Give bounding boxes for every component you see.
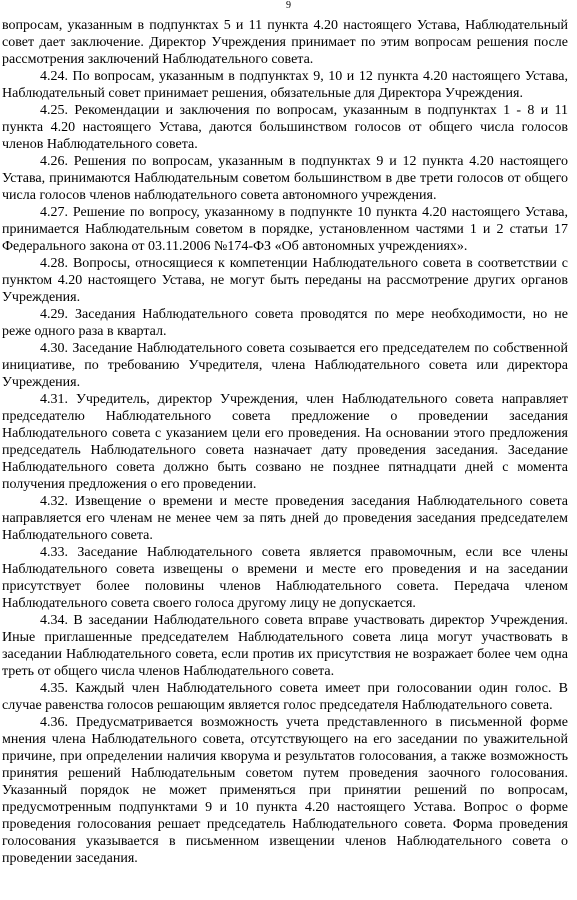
paragraph-4-33: 4.33. Заседание Наблюдательного совета является правомочным, если все члены Наблюдательного совета извещены о времени и месте его проведения и на заседании присутствует более половины членов Наблюдательного совета. Передача членом Наблюдательного совета своего голоса другому лицу не допускается. — [2, 545, 568, 611]
document-body — [2, 17, 568, 867]
paragraph-4-34: 4.34. В заседании Наблюдательного совета вправе участвовать директор Учреждения. Иные приглашенные председателем Наблюдательного совета лица могут участвовать в заседании Наблюдательного совета, если против их присутствия не возражает более чем одна треть от общего числа членов Наблюдательного совета. — [2, 613, 568, 679]
paragraph-4-36: 4.36. Предусматривается возможность учета представленного в письменной форме мнения члена Наблюдательного совета, отсутствующего на его заседании по уважительной причине, при определении наличия кворума и результатов голосования, а также возможность принятия решений Наблюдательным советом путем проведения заочного голосования. Указанный порядок не может применяться при принятии решений по вопросам, предусмотренным подпунктами 9 и 10 пункта 4.20 настоящего Устава. Вопрос о форме проведения голосования решает председатель Наблюдательного совета. Форма проведения голосования указывается в письменном извещении членов Наблюдательного совета о проведении заседания. — [2, 715, 568, 866]
paragraph-4-28: 4.28. Вопросы, относящиеся к компетенции Наблюдательного совета в соответствии с пунктом 4.20 настоящего Устава, не могут быть переданы на рассмотрение других органов Учреждения. — [2, 256, 568, 305]
paragraph-continuation: вопросам, указанным в подпунктах 5 и 11 пункта 4.20 настоящего Устава, Наблюдательный совет дает заключение. Директор Учреждения принимает по этим вопросам решения после рассмотрения заключений Наблюдательного совета. — [2, 18, 568, 67]
paragraph-4-24: 4.24. По вопросам, указанным в подпунктах 9, 10 и 12 пункта 4.20 настоящего Устава, Наблюдательный совет принимает решения, обязательные для Директора Учреждения. — [2, 69, 568, 101]
paragraph-4-29: 4.29. Заседания Наблюдательного совета проводятся по мере необходимости, но не реже одного раза в квартал. — [2, 307, 568, 339]
paragraph-4-32: 4.32. Извещение о времени и месте проведения заседания Наблюдательного совета направляется его членам не менее чем за пять дней до проведения заседания председателем Наблюдательного совета. — [2, 494, 568, 543]
paragraph-4-35: 4.35. Каждый член Наблюдательного совета имеет при голосовании один голос. В случае равенства голосов решающим является голос председателя Наблюдательного совета. — [2, 681, 568, 713]
paragraph-4-31: 4.31. Учредитель, директор Учреждения, член Наблюдательного совета направляет председателю Наблюдательного совета предложение о проведении заседания Наблюдательного совета с указанием цели его проведения. На основании этого предложения председатель Наблюдательного совета назначает дату проведения заседания. Заседание Наблюдательного совета должно быть созвано не позднее пятнадцати дней с момента получения предложения о его проведении. — [2, 392, 568, 492]
paragraph-4-26: 4.26. Решения по вопросам, указанным в подпунктах 9 и 12 пункта 4.20 настоящего Устава, принимаются Наблюдательным советом большинством в две трети голосов от общего числа голосов членов наблюдательного совета автономного учреждения. — [2, 154, 568, 203]
page-number: 9 — [286, 0, 291, 11]
paragraph-4-27: 4.27. Решение по вопросу, указанному в подпункте 10 пункта 4.20 настоящего Устава, принимается Наблюдательным советом в порядке, установленном частями 1 и 2 статьи 17 Федерального закона от 03.11.2006 №174-ФЗ «Об автономных учреждениях». — [2, 205, 568, 254]
paragraph-4-25: 4.25. Рекомендации и заключения по вопросам, указанным в подпунктах 1 - 8 и 11 пункта 4.20 настоящего Устава, даются большинством голосов от общего числа голосов членов Наблюдательного совета. — [2, 103, 568, 152]
paragraph-4-30: 4.30. Заседание Наблюдательного совета созывается его председателем по собственной инициативе, по требованию Учредителя, члена Наблюдательного совета или директора Учреждения. — [2, 341, 568, 390]
